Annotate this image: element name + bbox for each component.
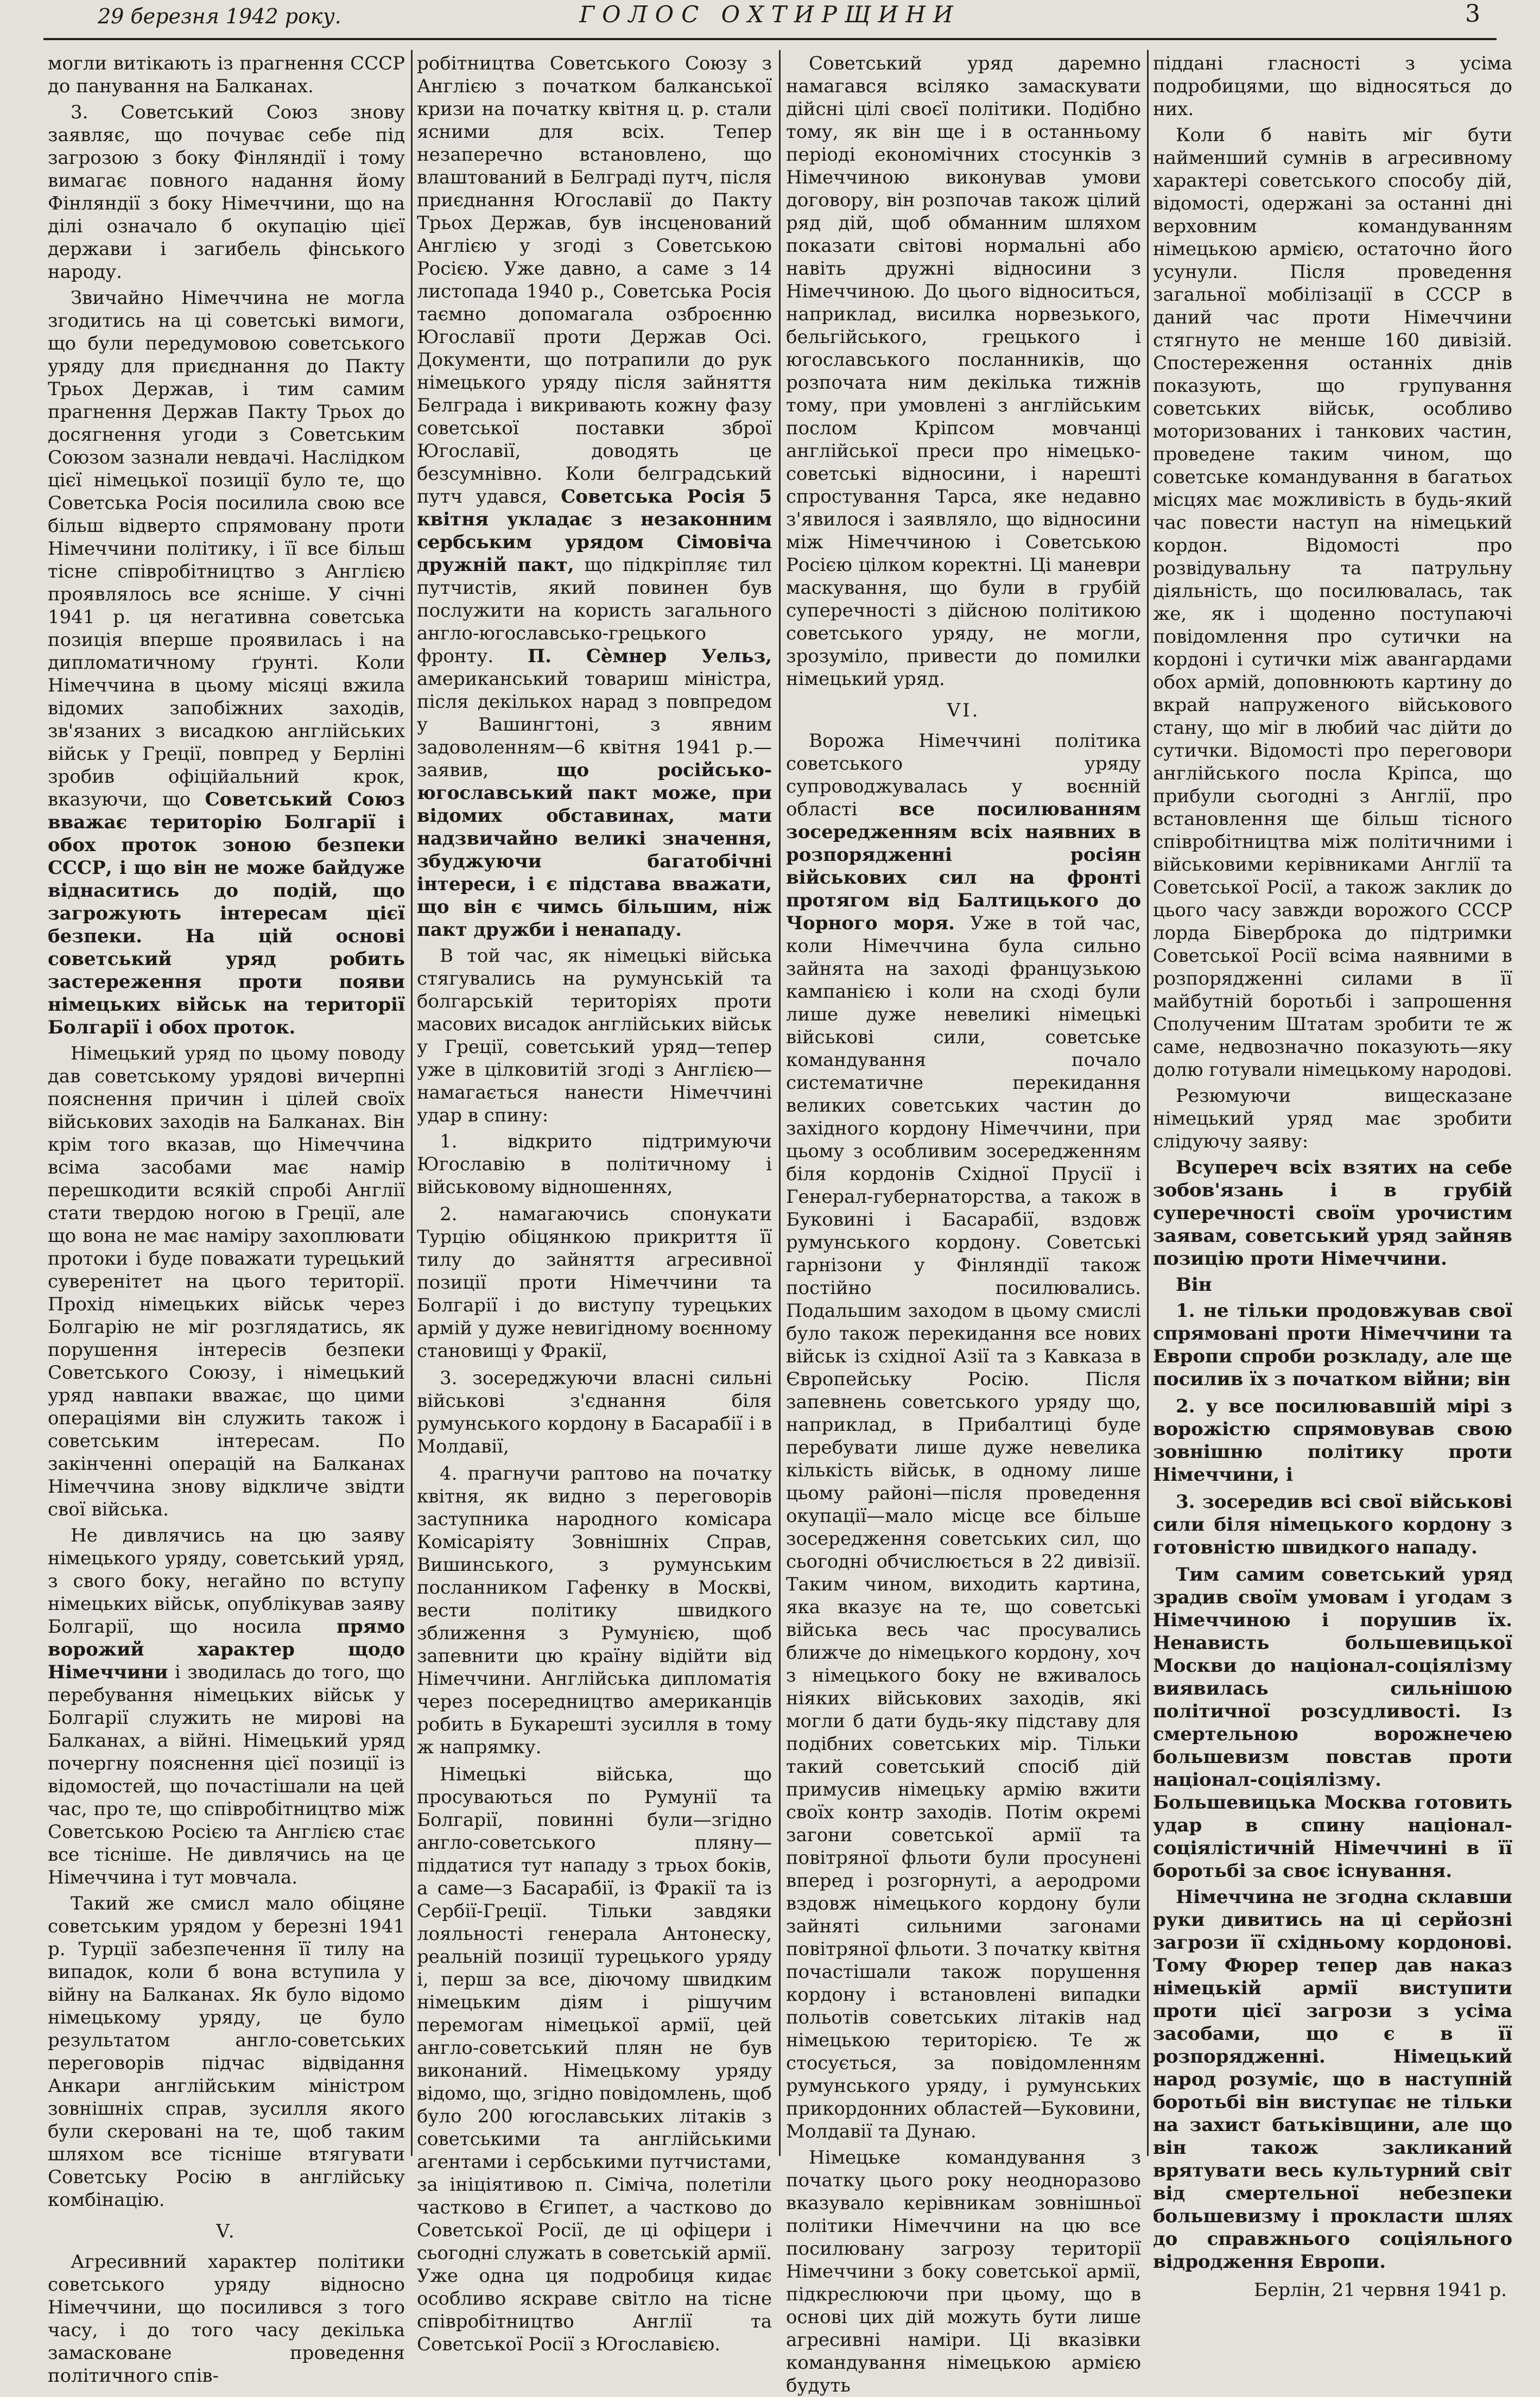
list-item: 2. у все посилювавшій мірі з ворожістю спрямовував свою зовнішню політику проти Німеччини, і	[1153, 1396, 1512, 1486]
page-number: 3	[1465, 0, 1480, 28]
bold-text: Советська Росія 5 квітня укладає з незаконним сербським урядом Сімовіча дружній пакт,	[417, 486, 772, 576]
paragraph	[417, 52, 772, 941]
column-1	[48, 52, 405, 2387]
page-header	[43, 0, 1497, 40]
paragraph: Такий же смисл мало обіцяне советським урядом у березні 1941 р. Турції забезпечення її тилу на випадок, коли б вона вступила у війну на Балканах. Як було відомо німецькому уряду, це було результатом англо-советських переговорів підчас відвідання Анкари англійським міністром зовнішніх справ, зусилля якого були скеровані на те, щоб таким шляхом все тісніше втягувати Советську Росію в англійську комбінацію.	[48, 1893, 405, 2211]
paragraph: Німецькі війська, що просуваються по Румунії та Болгарії, повинні були—згідно англо-советського пляну—піддатися тут нападу з трьох боків, а саме—з Басарабії, із Фракії та із Сербії-Греції. Тільки завдяки лояльності генерала Антонеску, реальній позиції турецького уряду і, перш за все, діючому швидким німецьким діям і рішучим перемогам німецької армії, цей англо-советський плян не був виконаний. Німецькому уряду відомо, що, згідно повідомлень, щоб було 200 югославських літаків з советськими та англійськими агентами і сербськими путчистами, за ініціятивою п. Сіміча, полетіли частково в Єгипет, а частково до Советської Росії, де ці офіцери і сьогодні служать в советській армії. Уже одна ця подробиця кидає особливо яскраве світло на тісне співробітництво Англії та Советської Росії з Югославією.	[417, 1764, 772, 2355]
text-run: Звичайно Німеччина не могла згодитись на ці советські вимоги, що були передумовою советського уряду для приєднання до Пакту Трьох Держав, і тим самим прагнення Держав Пакту Трьох до досягнення угоди з Советським Союзом зазнали невдачі. Наслідком цієї німецької позиції було те, що Советська Росія посилила свою все більш відверто спрямовану проти Німеччини політику, і її все більш тісне співробітництво з Англією проявлялось все ясніше. У січні 1941 р. ця негативна советська позиція вперше проявилась і на дипломатичному ґрунті. Коли Німеччина в цьому місяці вжила відомих запобіжних заходів, зв'язаних з висадкою англійських військ у Греції, повпред у Берліні зробив офіційальний крок, вказуючи, що	[48, 287, 405, 810]
paragraph: Німецьке командування з початку цього року неодноразово вказувало керівникам зовнішньої політики Німеччини на цю все посилювану загрозу території Німеччини з боку советської армії, підкреслюючи при цьому, що в основі цих дій можуть бути лише агресивні наміри. Ці вказівки командування німецькою армією будуть	[786, 2147, 1141, 2396]
list-item: 2. намагаючись спонукати Турцію обіцянкою прикриття її тилу до зайняття агресивної позиції проти Німеччини та Болгарії і до виступу турецьких армій у дуже невигідному воєнному становищі у Фракії,	[417, 1203, 772, 1362]
bold-paragraph: Він	[1176, 1274, 1212, 1296]
paragraph: Советський уряд даремно намагався всіляко замаскувати дійсні цілі своєї політики. Подібно тому, як він ще і в останньому періоді економічних стосунків з Німеччиною виконував умови договору, він розпочав також цілий ряд дій, щоб обманним шляхом показати світові нормальні або навіть дружні відносини з Німеччиною. До цього відноситься, наприклад, висилка норвезького, бельгійського, грецького і югославського посланників, що розпочата ним декілька тижнів тому, при умовлені з англійським послом Кріпсом мовчанці англійської преси про німецько-советські відносини, і нарешті спростування Тарса, яке недавно з'явилося і заявляло, що відносини між Німеччиною і Советською Росією цілком коректні. Ці маневри маскування, що були в грубій суперечності з дійсною політикою советського уряду, не могли, зрозуміло, привести до помилки німецький уряд.	[786, 53, 1141, 690]
bold-text: П. Сѐмнер Уельз,	[527, 645, 772, 667]
bold-paragraph: Німеччина не згодна склавши руки дивитись на ці серйозні загрози її східньому кордонові. Тому Фюрер тепер дав наказ німецькій армії виступити проти цієї загрози з усіма засобами, що є в її розпорядженні. Німецький народ розуміє, що в наступній боротьбі він виступає не тільки на захист батьківщини, але що він також закликаний врятувати весь культурний світ від смертельної небезпеки большевизму і прокласти шлях до справжнього соціяльного відродження Европи.	[1153, 1886, 1512, 2273]
column-divider	[779, 50, 781, 2156]
paragraph: Коли б навіть міг бути найменший сумнів в агресивному характері советського способу дій, відомості, одержані за останні дні верховним командуванням німецькою армією, остаточно його усунули. Після проведення загальної мобілізації в СССР в даний час проти Німеччини стягнуто не менше 160 дивізій. Спостереження останніх днів показують, що групування советських військ, особливо моторизованих і танкових частин, проведене таким чином, що советське командування в багатьох місцях має можливість в будь-який час повести наступ на німецький кордон. Відомості про розвідувальну та патрульну діяльність, що посилювалась, так же, як і щоденно поступаючі повідомлення про сутички на кордоні і сутички між авангардами обох армій, доповнюють картину до вкрай напруженого військового стану, що міг в любий час дійти до сутички. Відомості про переговори англійського посла Кріпса, що прибули сьогодні з Англії, про встановлення ще більш тісного співробітництва між політичними і військовими керівниками Англії та Советської Росії, а також заклик до цього часу завжди ворожого СССР лорда Біверброка до підтримки Советської Росії всіма наявними в розпорядженні силами в її майбутній боротьбі і запрошення Сполученим Штатам зробити те ж саме, недвозначно показують—яку долю готували німецькому народові.	[1153, 124, 1512, 1081]
newspaper-title: ГОЛОС ОХТИРЩИНИ	[579, 1, 961, 28]
column-divider	[1147, 50, 1149, 2156]
paragraph: Резюмуючи вищесказане німецький уряд має зробити слідуючу заяву:	[1153, 1085, 1512, 1152]
bold-text: прямо ворожий характер щодо Німеччини	[48, 1616, 405, 1683]
paragraph	[786, 730, 1141, 2143]
paragraph: могли витікають із прагнення СССР до панування на Балканах.	[48, 53, 405, 97]
text-run: американський товариш міністра, після декількох нарад з повпредом у Вашингтоні, з явним задоволенням—6 квітня 1941 р.—заявив,	[417, 668, 772, 781]
column-divider	[411, 50, 413, 2156]
issue-date: 29 березня 1942 року.	[98, 4, 341, 28]
section-heading: V.	[216, 2221, 237, 2242]
section-heading: VI.	[947, 700, 980, 721]
list-item: 3. зосередив всі свої військові сили біля німецького кордону з готовністю швидкого нападу.	[1153, 1491, 1512, 1558]
text-run: і зводилась до того, що перебування німецьких військ у Болгарії служить не мирові на Балканах, а війні. Німецький уряд почергну пояснення цієї позиції із відомостей, що почастішали на цей час, про те, що співробітництво між Советською Росією та Англією стає все тісніше. Не дивлячись на це Німеччина і тут мовчала.	[48, 1662, 405, 1888]
bold-paragraph: Всупереч всіх взятих на себе зобов'язань і в грубій суперечності своїм урочистим заявам, советський уряд зайняв позицію проти Німеччини.	[1153, 1157, 1512, 1270]
column-4	[1153, 52, 1512, 2301]
column-3	[786, 52, 1141, 2396]
paragraph	[48, 1524, 405, 1889]
bold-text: все посилюванням зосередженням всіх наявних в розпорядженні росіян військових сил на фронті протягом від Балтицького до Чорного моря.	[786, 798, 1141, 934]
text-run: що підкріпляє тил путчистів, який повинен був послужити на користь загального англо-югославсько-грецького фронту.	[417, 554, 772, 667]
column-2	[417, 52, 772, 2355]
text-run: робітництва Советського Союзу з Англією з початком балканської кризи на початку квітня ц. р. стали ясними для всіх. Тепер незаперечно встановлено, що влаштований в Белграді путч, після приєднання Югославії до Пакту Трьох Держав, був інсценований Англією у згоді з Советською Росією. Уже давно, а саме з 14 листопада 1940 р., Советська Росія таємно допомагала озброєнню Югославії проти Держав Осі. Документи, що потрапили до рук німецького уряду після зайняття Белграда і викривають кожну фазу советської поставки зброї Югославії, доводять це безсумнівно. Коли белградський путч удався,	[417, 53, 772, 508]
signature-line: Берлін, 21 червня 1941 р.	[1253, 2279, 1507, 2301]
bold-text: Советський Союз вважає територію Болгарії і обох проток зоною безпеки СССР, і що він не може байдуже віднаситись до подій, що загрожують інтересам цієї безпеки. На цій основі советський уряд робить застереження проти появи німецьких військ на території Болгарії і обох проток.	[48, 789, 405, 1038]
text-run: Уже в той час, коли Німеччина була сильно зайнята на заході французькою кампанією і коли на сході були лише дуже невеликі німецькі військові сили, советське командування почало систематичне перекидання великих советських частин до західного кордону Німеччини, при цьому з особливим зосередженням біля кордонів Східної Прусії і Генерал-губернаторства, а також в Буковині і Басарабії, вздовж румунського кордону. Советські гарнізони у Фінляндії також постійно посилювались. Подальшим заходом в цьому смислі було також перекидання все нових військ із східної Азії та з Кавказа в Європейську Росію. Після запевнень советського уряду що, наприклад, в Прибалтиці буде перебувати лише дуже невелика кількість військ, в одному лише цьому районі—після проведення окупації—мало місце все більше зосередження советських сил, що сьогодні обчислюється в 22 дивізії. Таким чином, виходить картина, яка вказує на те, що советські війська весь час просувались ближче до німецького кордону, хоч з німецького боку не вживалось ніяких військових заходів, які могли б дати будь-яку підставу для подібних советських мір. Тільки такий советський спосіб дій примусив німецьку армію вжити своїх контр заходів. Потім окремі загони советської армії та повітряної фльоти були просунені вперед і розгорнуті, а аеродроми вздовж німецького кордону були зайняті сильними загонами повітряної фльоти. З початку квітня почастішали також порушення кордону і встановлені випадки польотів советських літаків над німецькою територією. Те ж стосується, за повідомленням румунського уряду, і румунських прикордонних областей—Буковини, Молдавії та Дунаю.	[786, 912, 1141, 2142]
bold-text: що російсько-югославський пакт може, при відомих обставинах, мати надзвичайно великі значення, збуджуючи багатобічні інтереси, і є підстава вважати, що він є чимсь більшим, ніж пакт дружби і ненападу.	[417, 759, 772, 941]
paragraph: піддані гласності з усіма подробицями, що відносяться до них.	[1153, 53, 1512, 120]
bold-paragraph: Тим самим советський уряд зрадив своїм умовам і угодам з Німеччиною і порушив їх. Ненависть большевицької Москви до націонал-соціялізму виявилась сильнішою політичної розсудливості. Із смертельною ворожнечею большевизм повстав проти націонал-соціялізму. Большевицька Москва готовить удар в спину націонал-соціялістичній Німеччині в її боротьбі за своє існування.	[1153, 1564, 1512, 1882]
paragraph: В той час, як німецькі війська стягувались на румунській та болгарській територіях проти масових висадок англійських військ у Греції, советський уряд—тепер уже в цілковитій згоді з Англією—намагається нанести Німеччині удар в спину:	[417, 945, 772, 1126]
list-item: 1. відкрито підтримуючи Югославію в політичному і військовому відношеннях,	[417, 1131, 772, 1198]
paragraph	[48, 287, 405, 1039]
list-item: 3. зосереджуючи власні сильні військові з'єднання біля румунського кордону в Басарабії і в Молдавії,	[417, 1367, 772, 1457]
paragraph: Агресивний характер політики советського уряду відносно Німеччини, що посилився з того часу, і до того часу декілька замасковане проведення політичного спів-	[48, 2251, 405, 2387]
paragraph: 3. Советський Союз знову заявляє, що почуває себе під загрозою з боку Фінляндії і тому вимагає повного надання йому Фінляндії з боку Німеччини, що на ділі означало б окупацію цієї держави і загибель фінського народу.	[48, 102, 405, 283]
text-run: Ворожа Німеччині політика советського уряду супроводжувалась у воєнній області	[786, 730, 1141, 820]
list-item: 1. не тільки продовжував свої спрямовані проти Німеччини та Европи спроби розкладу, але ще посилив їх з початком війни; він	[1153, 1300, 1512, 1390]
paragraph: Німецький уряд по цьому поводу дав советському урядові вичерпні пояснення причин і цілей своїх військових заходів на Балканах. Він крім того вказав, що Німеччина всіма засобами має намір перешкодити всякій спробі Англії стати твердою ногою в Греції, але що вона не має наміру захоплювати протоки і буде поважати турецький суверенітет на цього території. Прохід німецьких військ через Болгарію не міг розглядатись, як порушення інтересів безпеки Советського Союзу, і німецький уряд навпаки вважає, що цими операціями він служить також і советським інтересам. По закінченні операцій на Балканах Німеччина знову відкличе звідти свої війська.	[48, 1043, 405, 1520]
text-run: Не дивлячись на цю заяву німецького уряду, советський уряд, з свого боку, негайно по вступу німецьких військ, опублікував заяву Болгарії, що носила	[48, 1525, 405, 1638]
list-item: 4. прагнучи раптово на початку квітня, як видно з переговорів заступника народного комісара Комісаріяту Зовнішніх Справ, Вишинського, з румунським посланником Гафенку в Москві, вести політику швидкого зближення з Румунією, щоб запевнити цю країну відійти від Німеччини. Англійська дипломатія через посередництво американців робить в Букарешті зусилля в тому ж напрямку.	[417, 1463, 772, 1758]
